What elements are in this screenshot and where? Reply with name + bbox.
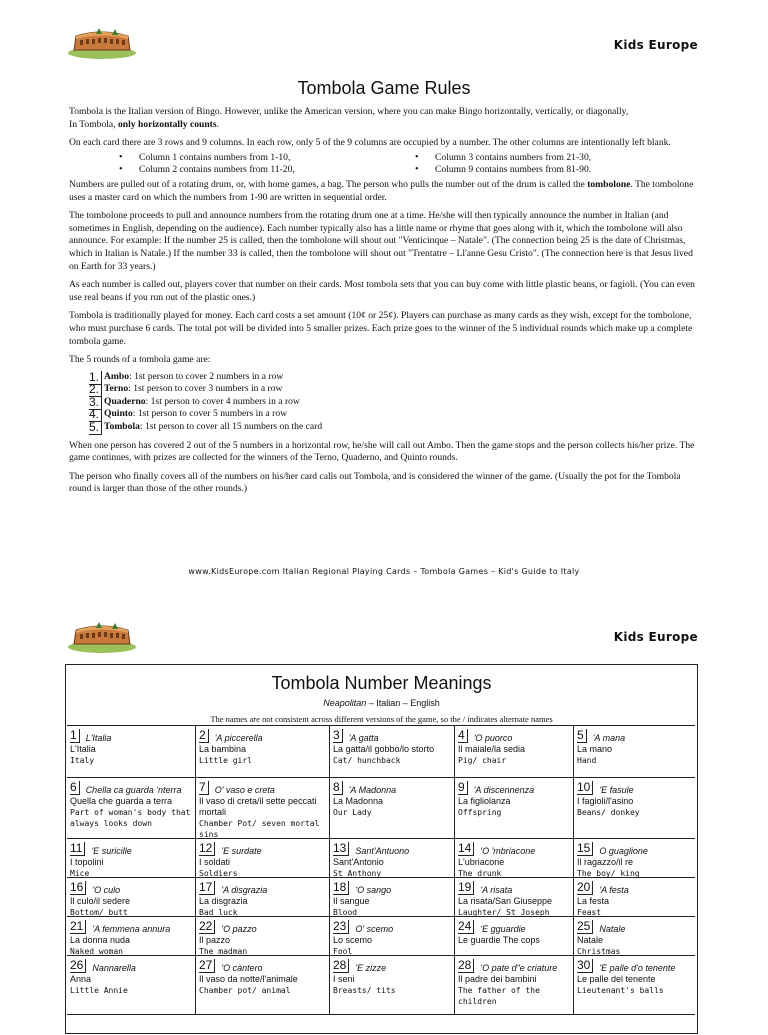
meaning-cell bbox=[196, 778, 330, 839]
cell-header bbox=[333, 728, 451, 743]
number-label: 30 bbox=[577, 959, 593, 973]
round-desc: : 1st person to cover 5 numbers in a row bbox=[132, 408, 288, 420]
tombolone-term: tombolone bbox=[587, 178, 631, 190]
english-meaning: Italy bbox=[70, 756, 95, 765]
number-label: 23 bbox=[333, 920, 349, 934]
english-meaning: Soldiers bbox=[199, 869, 238, 878]
ambo-paragraph: When one person has covered 2 out of the 5 numbers in a horizontal row, he/she will call out Ambo. Then the game stops and the person collects his/her prize. The game continues, with prizes are collected for the winners of the Terno, Quaderno, and Quinto rounds. bbox=[69, 439, 695, 464]
round-number: 5. bbox=[89, 421, 102, 435]
meanings-page bbox=[0, 600, 768, 1024]
italian-name: Il ragazzo/il re bbox=[577, 857, 634, 867]
italian-name: La figliolanza bbox=[458, 796, 511, 806]
neapolitan-name: 'O càntero bbox=[221, 963, 263, 973]
number-label: 20 bbox=[577, 881, 593, 895]
neapolitan-name: 'A Madonna bbox=[348, 785, 397, 795]
neapolitan-name: 'A risata bbox=[480, 885, 513, 895]
drum-text: Numbers are pulled out of a rotating drum, or, with home games, a bag. The person who pulls the number out of the drum is called the bbox=[69, 178, 588, 190]
round-name: Quinto bbox=[104, 408, 133, 420]
cell-header bbox=[70, 780, 192, 795]
meaning-cell bbox=[67, 778, 196, 839]
english-meaning: Bad luck bbox=[199, 908, 238, 917]
intro-line: Tombola is the Italian version of Bingo. However, unlike the American version, where you can make Bingo horizontally, vertically, or diagonally, bbox=[69, 106, 629, 117]
meaning-cell bbox=[330, 778, 455, 839]
number-label: 11 bbox=[70, 842, 85, 856]
number-label: 15 bbox=[577, 842, 593, 856]
italian-name: Sant'Antonio bbox=[333, 857, 384, 867]
neapolitan-name: 'E palle d'o tenente bbox=[599, 963, 676, 973]
cell-header bbox=[333, 919, 451, 934]
cell-header bbox=[458, 919, 570, 934]
italian-name: Il maiale/la sedia bbox=[458, 744, 526, 754]
list-item bbox=[69, 421, 699, 434]
footer-links: www.KidsEurope.com Italian Regional Playing Cards – Tombola Games – Kid's Guide to Italy bbox=[188, 567, 580, 576]
number-label: 3 bbox=[333, 729, 343, 743]
neapolitan-name: 'A gatta bbox=[348, 733, 379, 743]
round-number: 1. bbox=[89, 371, 102, 385]
list-item bbox=[69, 371, 699, 384]
italian-name: Il culo/il sedere bbox=[70, 896, 131, 906]
number-label: 24 bbox=[458, 920, 474, 934]
cell-header bbox=[70, 728, 192, 743]
subtitle-neapolitan: Neapolitan bbox=[323, 698, 367, 708]
english-meaning: The drunk bbox=[458, 869, 502, 878]
column-list bbox=[69, 152, 699, 177]
italian-name: Il vaso da notte/l'animale bbox=[199, 974, 298, 984]
neapolitan-name: O guaglione bbox=[599, 846, 648, 856]
cell-header bbox=[70, 919, 192, 934]
number-label: 18 bbox=[333, 881, 349, 895]
number-label: 16 bbox=[70, 881, 86, 895]
italian-name: La mano bbox=[577, 744, 613, 754]
cell-header bbox=[70, 880, 192, 895]
meanings-table-frame bbox=[65, 664, 698, 1034]
italian-name: I seni bbox=[333, 974, 355, 984]
english-meaning: Chamber Pot/ seven mortal sins bbox=[199, 819, 320, 839]
list-item: • Column 9 contains numbers from 81-90. bbox=[401, 164, 699, 177]
cell-header bbox=[333, 780, 451, 795]
english-meaning: Little Annie bbox=[70, 986, 128, 995]
neapolitan-name: 'O pazzo bbox=[221, 924, 257, 934]
cell-header bbox=[577, 841, 692, 856]
cell-header bbox=[333, 841, 451, 856]
subtitle bbox=[66, 698, 697, 708]
number-label: 5 bbox=[577, 729, 587, 743]
cell-header bbox=[458, 958, 570, 973]
italian-name: Lo scemo bbox=[333, 935, 373, 945]
number-label: 13 bbox=[333, 842, 349, 856]
meaning-cell bbox=[196, 839, 330, 878]
italian-name: Quella che guarda a terra bbox=[70, 796, 173, 806]
alternate-names-note: The names are not consistent across different versions of the game, so the / indicates alternate names bbox=[210, 714, 553, 724]
final-paragraph: The person who finally covers all of the numbers on his/her card calls out Tombola, and is considered the winner of the game. (Usually the pot for the Tombola round is larger than those of the other rounds.) bbox=[69, 470, 681, 495]
money-paragraph: Tombola is traditionally played for money. Each card costs a set amount (10¢ or 25¢). Players can purchase as many cards as they wish, except for the tombolone, who must purchase 6 cards. The total pot will be divided into 5 smaller prizes. Each prize goes to the winner of the 5 individual rounds which make up a complete tombola game. bbox=[69, 310, 693, 347]
english-meaning: Lieutenant's balls bbox=[577, 986, 664, 995]
neapolitan-name: Natale bbox=[599, 924, 626, 934]
meaning-cell bbox=[196, 956, 330, 1015]
neapolitan-name: 'E surdate bbox=[221, 846, 262, 856]
round-name: Quaderno bbox=[104, 395, 146, 407]
meaning-cell bbox=[67, 956, 196, 1015]
intro-paragraph bbox=[69, 106, 699, 131]
number-label: 2 bbox=[199, 729, 209, 743]
neapolitan-name: Chella ca guarda 'nterra bbox=[85, 785, 182, 795]
cell-header bbox=[199, 880, 326, 895]
round-name: Tombola bbox=[104, 421, 140, 433]
number-label: 10 bbox=[577, 781, 593, 795]
italian-name: Le guardie The cops bbox=[458, 935, 540, 945]
meaning-cell bbox=[67, 917, 196, 956]
round-number: 2. bbox=[89, 383, 102, 397]
neapolitan-name: 'O 'mbriacone bbox=[480, 846, 536, 856]
english-meaning: Beans/ donkey bbox=[577, 808, 640, 817]
cell-header bbox=[199, 919, 326, 934]
cover-paragraph: As each number is called out, players cover that number on their cards. Most tombola sets that you can buy come with little plastic beans, or fagioli. (You can even use real beans if you run out of the plastic ones.) bbox=[69, 279, 695, 303]
cell-header bbox=[199, 958, 326, 973]
meaning-cell bbox=[330, 878, 455, 917]
english-meaning: Little girl bbox=[199, 756, 252, 765]
english-meaning: Part of woman's body that always looks down bbox=[70, 808, 191, 828]
cell-header bbox=[458, 780, 570, 795]
meaning-cell bbox=[67, 878, 196, 917]
colosseum-logo bbox=[66, 26, 138, 60]
number-label: 27 bbox=[199, 959, 215, 973]
meaning-cell bbox=[455, 917, 574, 956]
neapolitan-name: 'O culo bbox=[92, 885, 121, 895]
meaning-cell bbox=[330, 917, 455, 956]
list-item bbox=[69, 383, 699, 396]
italian-name: La disgrazia bbox=[199, 896, 248, 906]
italian-name: La bambina bbox=[199, 744, 247, 754]
number-label: 25 bbox=[577, 920, 593, 934]
number-label: 6 bbox=[70, 781, 80, 795]
neapolitan-name: 'A piccerella bbox=[214, 733, 263, 743]
number-label: 1 bbox=[70, 729, 80, 743]
meaning-cell bbox=[330, 726, 455, 778]
italian-name: La gatta/il gobbo/lo storto bbox=[333, 744, 435, 754]
cell-header bbox=[577, 958, 692, 973]
number-label: 12 bbox=[199, 842, 215, 856]
meaning-cell bbox=[574, 726, 695, 778]
english-meaning: Chamber pot/ animal bbox=[199, 986, 291, 995]
neapolitan-name: 'A mana bbox=[592, 733, 626, 743]
meaning-cell bbox=[455, 956, 574, 1015]
meaning-cell bbox=[455, 726, 574, 778]
meaning-cell bbox=[455, 778, 574, 839]
round-number: 4. bbox=[89, 408, 102, 422]
meaning-cell bbox=[574, 878, 695, 917]
number-label: 4 bbox=[458, 729, 468, 743]
meaning-cell bbox=[196, 726, 330, 778]
italian-name: La risata/San Giuseppe bbox=[458, 896, 553, 906]
card-description: On each card there are 3 rows and 9 columns. In each row, only 5 of the 9 columns are occupied by a number. The other columns are intentionally left blank. bbox=[69, 137, 671, 149]
cell-header bbox=[577, 728, 692, 743]
cell-header bbox=[577, 780, 692, 795]
round-desc: : 1st person to cover 4 numbers in a row bbox=[145, 395, 300, 407]
neapolitan-name: 'A festa bbox=[599, 885, 629, 895]
number-label: 9 bbox=[458, 781, 468, 795]
page-title: Tombola Game Rules bbox=[297, 78, 471, 98]
subtitle-languages: – Italian – English bbox=[366, 698, 440, 708]
neapolitan-name: Nannarella bbox=[92, 963, 136, 973]
italian-name: I fagioli/l'asino bbox=[577, 796, 634, 806]
italian-name: Le palle del tenente bbox=[577, 974, 656, 984]
number-label: 19 bbox=[458, 881, 474, 895]
italian-name: L'ubriacone bbox=[458, 857, 505, 867]
english-meaning: Hand bbox=[577, 756, 597, 765]
announce-paragraph: The tombolone proceeds to pull and announce numbers from the rotating drum one at a time. He/she will then typically announce the number in Italian (and sometimes in English, depending on the audience). Each number typically also has a little name or rhyme that goes along with it, which the tombolone will also announce. For example: If the number 25 is called, then the tombolone will shout out "Venticinque – Natale". (The connection being 25 is the date of Christmas, which in Italian is Natale.) If the number 33 is called, then the tombolone will shout out "Trentatre – Ll'anne Gesu Cristo". (The connection here is that Jesus lived on Earth for 33 years.) bbox=[69, 210, 693, 272]
number-label: 22 bbox=[199, 920, 215, 934]
neapolitan-name: 'E fasule bbox=[599, 785, 634, 795]
italian-name: L'Italia bbox=[70, 744, 96, 754]
number-label: 28 bbox=[333, 959, 349, 973]
italian-name: Anna bbox=[70, 974, 92, 984]
number-label: 28 bbox=[458, 959, 474, 973]
number-label: 8 bbox=[333, 781, 343, 795]
cell-header bbox=[577, 880, 692, 895]
rules-body bbox=[69, 106, 699, 502]
neapolitan-name: 'O pate d"e criature bbox=[480, 963, 558, 973]
brand-name: Kids Europe bbox=[613, 630, 698, 644]
neapolitan-name: 'A discennenza bbox=[473, 785, 535, 795]
meanings-grid bbox=[67, 725, 695, 1035]
english-meaning: Laughter/ St Joseph bbox=[458, 908, 550, 917]
english-meaning: Our Lady bbox=[333, 808, 372, 817]
number-label: 7 bbox=[199, 781, 209, 795]
neapolitan-name: 'O puorco bbox=[473, 733, 513, 743]
italian-name: Il pazzo bbox=[199, 935, 231, 945]
italian-name: La Madonna bbox=[333, 796, 384, 806]
meaning-cell bbox=[330, 839, 455, 878]
italian-name: Il vaso di creta/il sette peccati mortali bbox=[199, 796, 317, 817]
number-label: 17 bbox=[199, 881, 215, 895]
italian-name: La donna nuda bbox=[70, 935, 131, 945]
neapolitan-name: 'E zizze bbox=[355, 963, 387, 973]
colosseum-logo bbox=[66, 620, 138, 654]
number-label: 14 bbox=[458, 842, 474, 856]
italian-name: Il sangue bbox=[333, 896, 370, 906]
list-item bbox=[69, 396, 699, 409]
meaning-cell bbox=[67, 839, 196, 878]
english-meaning: Feast bbox=[577, 908, 602, 917]
neapolitan-name: O' scemo bbox=[355, 924, 394, 934]
english-meaning: Breasts/ tits bbox=[333, 986, 396, 995]
meaning-cell bbox=[455, 839, 574, 878]
english-meaning: The boy/ king bbox=[577, 869, 640, 878]
meaning-cell bbox=[455, 878, 574, 917]
round-desc: : 1st person to cover 2 numbers in a row bbox=[129, 370, 284, 382]
round-name: Terno bbox=[104, 383, 129, 395]
english-meaning: Fool bbox=[333, 947, 353, 956]
english-meaning: The father of the children bbox=[458, 986, 540, 1006]
english-meaning: Christmas bbox=[577, 947, 621, 956]
meaning-cell bbox=[196, 878, 330, 917]
neapolitan-name: 'E suricille bbox=[91, 846, 132, 856]
english-meaning: Cat/ hunchback bbox=[333, 756, 401, 765]
drum-paragraph bbox=[69, 179, 699, 204]
meaning-cell bbox=[330, 956, 455, 1015]
drum-text-end: . The tombolone uses a master card on which the numbers from 1-90 are written in sequential order. bbox=[69, 178, 694, 203]
cell-header bbox=[577, 919, 692, 934]
neapolitan-name: Sant'Antuono bbox=[355, 846, 410, 856]
meaning-cell bbox=[67, 726, 196, 778]
meaning-cell bbox=[196, 917, 330, 956]
neapolitan-name: 'A disgrazia bbox=[221, 885, 268, 895]
italian-name: I topolini bbox=[70, 857, 104, 867]
italian-name: Natale bbox=[577, 935, 604, 945]
english-meaning: St Anthony bbox=[333, 869, 382, 878]
list-item: • Column 2 contains numbers from 11-20, bbox=[69, 164, 401, 177]
italian-name: I soldati bbox=[199, 857, 231, 867]
list-item: • Column 1 contains numbers from 1-10, bbox=[69, 152, 401, 165]
neapolitan-name: O' vaso e creta bbox=[214, 785, 275, 795]
cell-header bbox=[199, 728, 326, 743]
cell-header bbox=[458, 728, 570, 743]
list-item bbox=[69, 408, 699, 421]
meaning-cell bbox=[574, 778, 695, 839]
meaning-cell bbox=[574, 917, 695, 956]
english-meaning: Naked woman bbox=[70, 947, 123, 956]
neapolitan-name: 'O sango bbox=[355, 885, 392, 895]
meaning-cell bbox=[574, 839, 695, 878]
intro-line2-pre: In Tombola, bbox=[69, 118, 118, 130]
cell-header bbox=[70, 958, 192, 973]
neapolitan-name: 'A femmena annura bbox=[92, 924, 171, 934]
intro-line2-post: . bbox=[216, 118, 220, 130]
rounds-intro: The 5 rounds of a tombola game are: bbox=[69, 354, 211, 366]
number-label: 26 bbox=[70, 959, 86, 973]
italian-name: La festa bbox=[577, 896, 610, 906]
italian-name: Il padre dei bambini bbox=[458, 974, 537, 984]
intro-emphasis: only horizontally counts bbox=[117, 118, 217, 130]
round-number: 3. bbox=[89, 396, 102, 410]
neapolitan-name: 'E gguardie bbox=[480, 924, 526, 934]
meaning-cell bbox=[574, 956, 695, 1015]
rounds-list bbox=[69, 371, 699, 434]
round-name: Ambo bbox=[104, 370, 130, 382]
number-label: 21 bbox=[70, 920, 86, 934]
cell-header bbox=[199, 841, 326, 856]
cell-header bbox=[333, 958, 451, 973]
english-meaning: Offspring bbox=[458, 808, 502, 817]
brand-name: Kids Europe bbox=[613, 38, 698, 52]
cell-header bbox=[199, 780, 326, 795]
round-desc: : 1st person to cover 3 numbers in a row bbox=[128, 383, 283, 395]
english-meaning: Bottom/ butt bbox=[70, 908, 128, 917]
cell-header bbox=[70, 841, 192, 856]
neapolitan-name: L'Italia bbox=[85, 733, 112, 743]
cell-header bbox=[458, 841, 570, 856]
cell-header bbox=[333, 880, 451, 895]
cell-header bbox=[458, 880, 570, 895]
english-meaning: Pig/ chair bbox=[458, 756, 507, 765]
page-title: Tombola Number Meanings bbox=[271, 673, 492, 693]
list-item: • Column 3 contains numbers from 21-30, bbox=[401, 152, 699, 165]
english-meaning: Mice bbox=[70, 869, 90, 878]
english-meaning: The madman bbox=[199, 947, 248, 956]
round-desc: : 1st person to cover all 15 numbers on the card bbox=[139, 421, 323, 433]
english-meaning: Blood bbox=[333, 908, 358, 917]
